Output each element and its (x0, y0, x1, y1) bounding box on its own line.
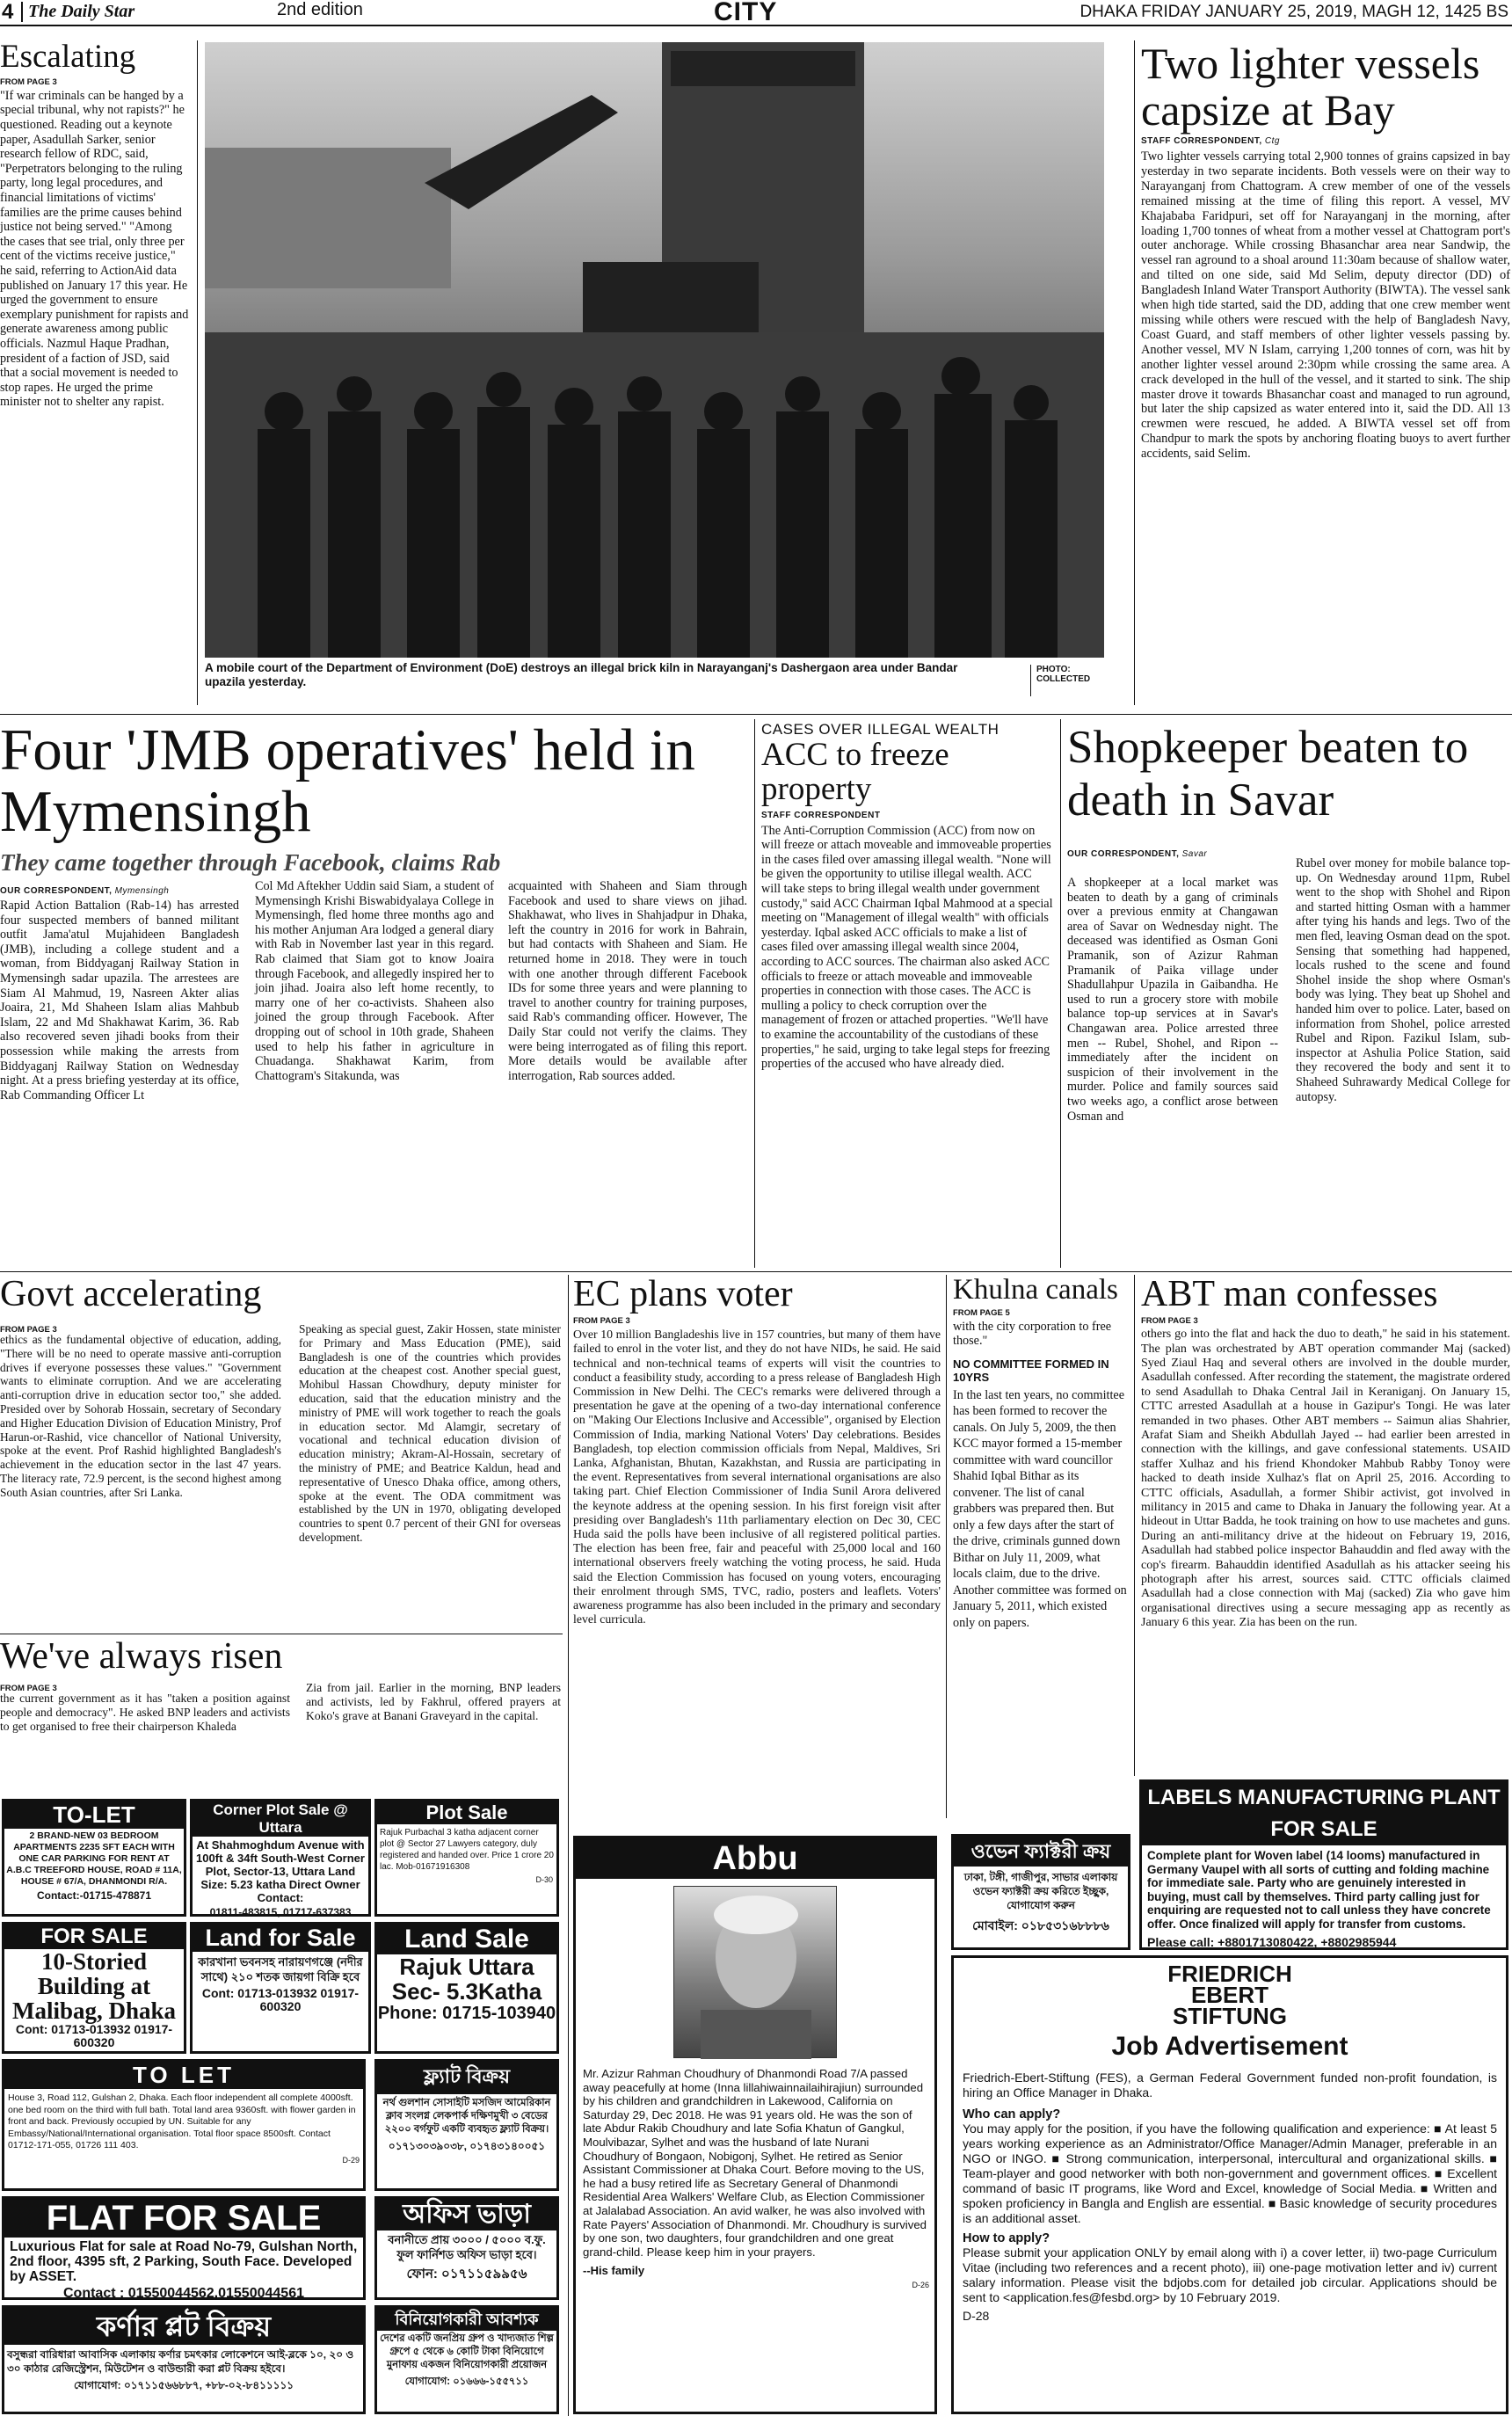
ad-land-for-sale: Land for Sale কারখানা ভবনসহ নারায়ণগঞ্জে (নদীর সাথে) ২১০ শতক জায়গা বিক্রি হবে Cont: 01713-013932 01917-600320 (190, 1922, 371, 2054)
kicker: CASES OVER ILLEGAL WEALTH (761, 721, 1000, 738)
jump-label: FROM PAGE 3 (0, 76, 57, 87)
article-ec (573, 1275, 941, 1829)
risen-body-col2: Zia from jail. Earlier in the morning, BNP leaders and activists, led by Fakhrul, offered prayers at Koko's grave at Banani Graveyard in the capital. (306, 1681, 561, 1722)
article-title: Shopkeeper beaten to death in Savar (1067, 722, 1469, 826)
jump-label: FROM PAGE 3 (0, 1684, 57, 1693)
article-title: Four 'JMB operatives' held in Mymensingh (0, 717, 695, 844)
article-body: "If war criminals can be hanged by a special tribunal, why not rapists?" he questioned. Reading out a keynote paper, Asadullah Sarker, senior research fellow of RDC, said, "Perpetrators belonging to the ruling party, long legal procedures, and financial limitations of victims' families are the prime causes behind justice not being served." "Among the cases that see trial, only three per cent of the victims receive justice," he said, referring to ActionAid data published on January 17 this year. He urged the government to ensure exemplary punishment for rapists and generate awareness among public officials. Nazmul Haque Pradhan, president of a faction of JSD, said that a social movement is needed to stop rapes. He urged the prime minister not to shelter any rapist. (0, 88, 189, 410)
risen-body-col1: the current government as it has "taken a position against people and democracy". He asked BNP leaders and activists to get organised to free their chairperson Khaleda (0, 1692, 290, 1733)
article-escalating (0, 40, 190, 709)
ad-flat-bikroy: ফ্ল্যাট বিক্রয় নর্থ গুলশান সোসাইটি মসজিদ আমেরিকান ক্লাব সংলগ্ন লেকপার্ক দক্ষিণমুখী ৩ বেডের ২২০০ বর্গফুট একটি ব্যবহৃত ফ্ল্যাট বিক্রয়। ০১৭১৩০৩৯০৩৮, ০১৭৪৩১৪০০৫১ (374, 2059, 559, 2191)
ad-office-vara: অফিস ভাড়া বনানীতে প্রায় ৩০০০ / ৫০০০ ব.ফু. ফুল ফার্নিশড অফিস ভাড়া হবে। ফোন: ০১৭১১৫৯৯৫৬ (374, 2196, 559, 2300)
ad-flat-for-sale: FLAT FOR SALE Luxurious Flat for sale at Road No-79, Gulshan North, 2nd floor, 4395 sft, 2 Parking, South Face. Developed by ASSET. Contact : 01550044562,01550044561 (2, 2196, 366, 2300)
shopkeeper-body-col2: Rubel over money for mobile balance top-up. On Wednesday around 11pm, Rubel went to the shop with Shohel and Ripon and started hitting Osman with a hammer after tying his hands and legs. Two of the men fled, leaving Osman dead on the spot. Sensing that something had happened, locals rushed to the scene and found Shohel inside the shop where Osman's body was lying. They beat up Shohel and handed him over to police. Later, based on information from Shohel, police arrested Rubel and Ripon. Fazikul Islam, sub-inspector at Ashulia Police Station, said they recovered the body and sent it to Shaheed Suhrawardy Medical College for autopsy. (1296, 856, 1510, 1104)
ad-tolet-dhanmondi: TO-LET 2 BRAND-NEW 03 BEDROOM APARTMENTS 2235 SFT EACH WITH ONE CAR PARKING FOR RENT AT A.B.C TREEFORD HOUSE, ROAD # 11A, HOUSE # 67/A, DHANMONDI R/A. Contact:-01715-478871 (2, 1799, 186, 1917)
ad-plot-sale: Plot Sale Rajuk Purbachal 3 katha adjacent corner plot @ Sector 27 Lawyers category, duly registered and handed over. Price 1 crore 20 lac. Mob-01671916308 D-30 (374, 1799, 559, 1917)
jump-label: FROM PAGE 5 (953, 1307, 1010, 1318)
ad-for-sale-building: FOR SALE 10-Storied Building at Malibag, Dhaka Cont: 01713-013932 01917-600320 (2, 1922, 186, 2054)
newspaper-logo: The Daily Star (21, 2, 134, 22)
byline: OUR CORRESPONDENT, Savar (1067, 849, 1208, 859)
ad-oven-factory: ওভেন ফ্যাক্টরী ক্রয় ঢাকা, টঙ্গী, গাজীপুর, সাভার এলাকায় ওভেন ফ্যাক্টরী ক্রয় করিতে ইচ্ছুক, যোগাযোগ করুন মোবাইল: ০১৮৫৩১৬৮৮৮৬ (951, 1834, 1130, 1950)
jump-label: FROM PAGE 3 (0, 1325, 57, 1335)
article-subtitle: They came together through Facebook, claims Rab (0, 849, 501, 876)
article-body: The Anti-Corruption Commission (ACC) from now on will freeze or attach moveable and immoveable properties in the cases filed over amassing illegal wealth. "None will be given the opportunity to utilise illegal wealth. ACC will take steps to bring illegal wealth under government custody," said ACC Chairman Iqbal Mahmood at a special meeting on "Management of illegal wealth" with officials yesterday. Iqbal asked ACC officials to make a list of cases filed over amassing illegal wealth since 2004, according to ACC sources. The chairman also asked ACC officials to freeze or attach moveable and immoveable properties in connection with those cases. The ACC is mulling a policy to check corruption over the management of frozen or attached properties. "We'll have to examine the accountability of the custodians of these properties," he said, urging to take legal steps for freezing properties of the accused who have already died. (761, 823, 1053, 1072)
article-title: Escalating (0, 39, 136, 75)
byline: STAFF CORRESPONDENT, Ctg (1141, 136, 1280, 146)
article-khulna (953, 1275, 1129, 1829)
article-title: ACC to freeze property (761, 737, 949, 807)
section-name: CITY (714, 0, 778, 26)
masthead (0, 0, 1512, 26)
risen-headline (0, 1637, 563, 1679)
jmb-headline (0, 717, 749, 844)
fes-logo: FRIEDRICH EBERT STIFTUNG (1167, 1961, 1292, 2029)
article-title: Two lighter vessels capsize at Bay (1141, 39, 1480, 135)
jump-label: FROM PAGE 3 (1141, 1316, 1198, 1327)
job-ad-title: Job Advertisement (1111, 2032, 1348, 2061)
ad-labels-plant: LABELS MANUFACTURING PLANT FOR SALE Complete plant for Woven label (14 looms) manufactured in Germany Vaupel with all sorts of cutting and folding machine for immediate sale. Party who are genuinely interested in buying, must call by themselves. Third party calling just for enquiring are requested not to call unless they have concrete offer. Once finalized will apply for transfer from customs. Please call: +8801713080422, +8802985944 (1139, 1779, 1508, 1950)
article-body: Over 10 million Bangladeshis live in 157 countries, but many of them have failed to enrol in the voter list, and they do not have NIDs, he said. He said technical and non-technical teams of experts will visit the countries to conduct a feasibility study, according to a press release of Bangladesh High Commission in New Delhi. The CEC's remarks were delivered through a presentation he gave at the opening of a two-day international conference on "Making Our Elections Inclusive and Accessible", organised by Election Commission of India, marking National Voters' Day celebrations. Besides Bangladesh, top election commission officials from Nepal, Maldives, Sri Lanka, Afghanistan, Bhutan, Kazakhstan, and Russia are participating in the event. Representatives from several international organisations are also taking part. Chief Election Commissioner of India Sunil Arora delivered the keynote address at the opening session. In his first foreign visit after presiding over Bangladesh's 11th parliamentary election on Dec 30, CEC Huda said the polls have been inclusive of all registered political parties. The election has been free, fair and peaceful with 25,000 local and 160 international observers freely watching the voting process, he said. Huda said the Election Commission has focused on young voters, encouraging their enrolment through SMS, TVC, radio, posters and leaflets. Voters' awareness programme has also been included in the primary and secondary level curricula. (573, 1328, 941, 1626)
article-body: Two lighter vessels carrying total 2,900 tonnes of grains capsized in bay yesterday in two separate incidents. Both vessels were on their way to Narayanganj from Chattogram. A crew member of one of the vessels remained missing at the time of filing this report. A vessel, MV Khajababa Faridpuri, set off for Narayanganj in the morning, after loading 1,700 tonnes of wheat from a mother vessel at Chattogram port's outer anchorage. While crossing Bhasanchar area near Sandwip, the vessel ran aground to a shoal around 11:30am because of shallow water, and tilted on one side, said Md Selim, deputy director (DD) of Bangladesh Inland Water Transport Authority (BIWTA). The vessel sank when high tide started, said the DD, adding that one crew member went missing while others were rescued with the help of Bangladesh Navy, Coast Guard, and staff members of other lighter vessels passing by. Another vessel, MV N Islam, carrying 1,200 tonnes of corn, was hit by another lighter vessel around 2:30pm while crossing the same area. A crack developed in the hull of the vessel, and it started to sink. The ship master drove it towards Bhasanchar coast and managed to run aground, but later the ship capsized as water entered into it, said the DD. All 13 crewmen were rescued, he added. A BIWTA vessel set off from Chandpur to mark the spots by anchoring floating buoys to avert further accidents, said Selim. (1141, 149, 1510, 462)
ad-tolet-gulshan: TO LET House 3, Road 112, Gulshan 2, Dhaka. Each floor independent all complete 4000sft. one bed room on the third with full bath. Total land area 9360sft. with flower garden in front and back. Previously occupied by UN. Suitable for any Embassy/National/International organisation. Total floor space 8500sft. Contact 01712-171-055, 01726 111 403. D-29 (2, 2059, 366, 2191)
article-body: others go into the flat and hack the duo to death," he said in his statement. The plan was orchestrated by ABT operation commander Maj (sacked) Syed Ziaul Haq and several others are involved in the double murder, Asadullah confessed. After recording the statement, the magistrate ordered to send Asadullah to Dhaka Central Jail in Keraniganj. On January 15, CTTC arrested Asadullah at a house in Gazipur's Tongi. He was later remanded in two phases. Other ABT members -- Saimun alias Shahrier, Arafat Siam and Sheikh Abdullah Jayed -- had earlier been arrested in connection with the killings, and gave confessional statements. USAID staffer Xulhaz and his friend Khondoker Mahbub Rabby Tonoy were hacked to death inside Xulhaz's flat on April 25, 2016. According to CTTC officials, Asadullah, a former Shibir activist, got involved in militancy in 2015 and came to Dhaka in January the following year. At a hideout in Uttar Badda, he took training on how to use machetes and guns. During an anti-militancy drive at the hideout on February 19, 2016, Asadullah had stabbed police inspector Bahauddin and fled away with the cop's firearm. Bahauddin identified Asadullah as his attacker seeing his photograph after his arrest, sources said. CTTC officials claimed Asadullah had a close connection with Maj (sacked) Zia who gave him organisational directives using a secure messaging app as recently as January 6 this year. Zia has been on the run. (1141, 1328, 1510, 1630)
photo-credit: PHOTO: COLLECTED (1030, 665, 1101, 696)
article-lighter-vessels (1141, 40, 1510, 707)
govt-headline (0, 1275, 563, 1317)
ad-corner-plot: Corner Plot Sale @ Uttara At Shahmoghdum Avenue with 100ft & 34ft South-West Corner Plot, Sector-13, Uttara Land Size: 5.23 katha Direct Owner Contact: 01811-483815, 01717-637383 (190, 1799, 371, 1917)
shopkeeper-headline (1067, 721, 1510, 844)
article-acc (761, 721, 1053, 1268)
jump-label: FROM PAGE 3 (573, 1316, 630, 1327)
page-number: 4 (2, 0, 14, 24)
article-body-intro: with the city corporation to free those." (953, 1319, 1112, 1349)
ad-land-sale-rajuk: Land Sale Rajuk Uttara Sec- 5.3Katha Phone: 01715-103940 (374, 1922, 559, 2054)
article-abt (1141, 1275, 1510, 1776)
shopkeeper-body-col1: A shopkeeper at a local market was beaten to death by a gang of criminals over a previous enmity at Changawan area of Savar on Wednesday night. The deceased was identified as Osman Goni Pramanik, son of Azizur Rahman Pramanik of Paika village under Shadullahpur Upazila in Gaibandha. He used to run a grocery store with mobile balance top-up services at in Savar's Changawan area. Police arrested three men -- Rubel, Shohel, and Ripon -- immediately after the incident on suspicion of their involvement in the murder. Police and family sources said two weeks ago, a conflict arose between Osman and (1067, 876, 1278, 1124)
edition-label: 2nd edition (277, 0, 363, 19)
byline: STAFF CORRESPONDENT (761, 810, 881, 820)
news-photo (205, 42, 1104, 658)
article-title: EC plans voter (573, 1274, 793, 1314)
ad-corner-plot-bikroy: কর্ণার প্লট বিক্রয় বসুন্ধরা বারিধারা আবাসিক এলাকায় কর্ণার চমৎকার লোকেশনে আই-ব্লকে ১০, ২০ ও ৩০ কাঠার রেজিস্ট্রেশন, মিউটেশন ও বাউন্ডারী করা প্লট বিক্রয় হইবে। যোগাযোগ: ০১৭১১৫৬৬৮৮৭, +৮৮-০২-৮৪১১১১১ (2, 2305, 366, 2414)
jmb-body-col3: acquainted with Shaheen and Siam through Facebook and used to share views on jihad. Shakhawat, who lives in Shahjadpur in Dhaka, left the country in 2016 for work in Bahrain, but had contacts with Shaheen and Siam. He returned home in 2018. They were in touch with one another through different Facebook IDs for some three years and were planning to travel to another country for training purposes, said Rab's commanding officer. However, The Daily Star could not verify the claims. They were being interrogated as of filing this report. More details would be available after interrogation, Rab sources added. (508, 879, 747, 1083)
byline: OUR CORRESPONDENT, Mymensingh (0, 886, 170, 896)
jmb-body-col2: Col Md Aftekher Uddin said Siam, a student of Mymensingh Krishi Biswabidyalaya College in Mymensingh, fled home three months ago and his mother Anjuman Ara lodged a general diary with Rab in November last year in this regard. Rab claimed that Siam got to know Joaira through Facebook, and allegedly inspired her to join jihad. Joaira also left home recently, to marry one of her co-activists. Shaheen also joined the group through Facebook. After dropping out of school in 10th grade, Shaheen used to help his father in agriculture in Chuadanga. Shakhawat Karim, from Chattogram's Sitakunda, was (255, 879, 494, 1083)
ad-fes-job: FRIEDRICH EBERT STIFTUNG Job Advertisement Friedrich-Ebert-Stiftung (FES), a German Federal Government funded non-profit foundation, is hiring an Office Manager in Dhaka. Who can apply? You may apply for the position, if you have the following qualification and experience: ■ At least 5 years working experience as an Administrator/Office Manager/Admin Manager, preferable in an NGO or INGO. ■ Strong communication, interpersonal, intercultural and organizational skills. ■ Team-player and good networker with both non-government and government offices. ■ Excellent command of basic IT programs, like Word and Excel, knowledge of Social Media. ■ Written and spoken proficiency in Bangla and English are essential. ■ Basic knowledge of security procedures is an additional asset. How to apply? Please submit your application ONLY by email along with i) a cover letter, ii) two-page Curriculum Vitae (including two references and a recent photo), iii) one-page motivation letter and iv) current salary information. Please visit the bdjobs.com for detailed job circular. Applications should be sent to <application.fes@fesbd.org> by 10 February 2019. D-28 (951, 1955, 1508, 2414)
brick-kiln-scene (205, 42, 1104, 658)
jmb-body-col1: Rapid Action Battalion (Rab-14) has arrested four suspected members of banned militant outfit Jama'atul Mujahideen Bangladesh (JMB), including a college student and a woman, from Biddyaganj Railway Station in Mymensingh sadar upazila. The arrestees are Siam Al Mahmud, 19, Nasreen Akter alias Joaira, 21, Md Shaheen Islam alias Mahbub Islam, 22 and Md Shakhawat Karim, 36. Rab also recovered seven jihadi books from their possession while making the arrests from Biddyaganj Railway Station on Wednesday night. At a press briefing yesterday at its office, Rab Commanding Officer Lt (0, 899, 239, 1102)
subheading: NO COMMITTEE FORMED IN 10YRS (953, 1357, 1109, 1384)
article-body: In the last ten years, no committee has been formed to recover the canals. On July 5, 2009, the then KCC mayor formed a 15-member committee with ward councillor Shahid Iqbal Bithar as its convener. The list of canal grabbers was prepared then. But only a few days after the start of the drive, criminals gunned down Bithar on July 11, 2009, what locals claim, due to the drive. Another committee was formed on January 5, 2011, which existed only on papers. (953, 1387, 1127, 1630)
article-title: Khulna canals (953, 1274, 1118, 1306)
issue-date: DHAKA FRIDAY JANUARY 25, 2019, MAGH 12, 1425 BS (1079, 3, 1508, 21)
govt-body-col1: ethics as the fundamental objective of education, adding, "There will be no need to operate massive anti-corruption drives if everyone possesses these values." "Government wants to eliminate corruption. And we are accelerating anti-corruption drive in education sector too," she added. Presided over by Sohorab Hossain, secretary of Secondary and Higher Education Division of Education Ministry, Prof Harun-or-Rashid, vice chancellor of National University, spoke at the event. Prof Rashid highlighted Bangladesh's achievement in the education sector in the last 47 years. The literacy rate, 72.9 percent, is the second highest among South Asian countries, after Sri Lanka. (0, 1333, 281, 1499)
portrait-photo (673, 1886, 837, 2058)
photo-caption: A mobile court of the Department of Environment (DoE) destroys an illegal brick kiln in Narayanganj's Dashergaon area under Bandar upazila yesterday. (205, 661, 958, 688)
ad-obituary: Abbu Mr. Azizur Rahman Choudhury of Dhanmondi Road 7/A passed away peacefully at home (Inna lillahiwainnailaihirajiun) surrounded by his children and grandchildren in Lakewood, California on Saturday 29, Dec 2018. He was 91 years old. He was the son of late Abdur Rakib Choudhury and late Sofia Khatun of Gangkul, Moulvibazar, Sylhet and was the husband of late Nurani Choudhury of Bongaon, Nobigonj, Sylhet. He retired as Senior Assistant Commissioner at Dhaka Court. Before moving to the US, he had a busy retired life as Secretary General of Dhanmondi Residential Area Walkers' Welfare Club, as Election Commissioner at Jalalabad Association. An avid walker, he was also involved with Rate Payers' Association of Dhanmondi. Mr. Choudhury is survived by one son, two daughters, four grandchildren and one great grand-child. Please keep him in your prayers. --His family D-26 (573, 1836, 937, 2414)
govt-body-col2: Speaking as special guest, Zakir Hossen, state minister for Primary and Mass Education (PME), said Bangladesh is one of the countries which provides education at the cheapest cost. Another special guest, Mohibul Hassan Chowdhury, deputy minister for education, said that the education ministry and the ministry of PME will work together to reach the goals in education sector. Md Alamgir, secretary of vocational and technical education division of education ministry; Akram-Al-Hossain, secretary of the ministry of PME; and Beatrice Kaldun, head and representative of Unesco Dhaka office, among others, spoke at the event. The ODA commitment was established by the UN in 1970, obligating developed countries to spent 0.7 percent of their GNI for overseas development. (299, 1322, 561, 1544)
article-title: ABT man confesses (1141, 1274, 1438, 1314)
article-title: Govt accelerating (0, 1274, 262, 1314)
article-title: We've always risen (0, 1636, 283, 1677)
ad-investor-wanted: বিনিয়োগকারী আবশ্যক দেশের একটি জনপ্রিয় গ্রুপ ও খাদ্যজাত শিল্প গ্রুপে ৫ থেকে ৬ কোটি টাকা বিনিয়োগে মুনাফায় একজন বিনিয়োগকারী প্রয়োজন যোগাযোগ: ০১৬৬৬-১৫৫৭১১ (374, 2305, 559, 2414)
